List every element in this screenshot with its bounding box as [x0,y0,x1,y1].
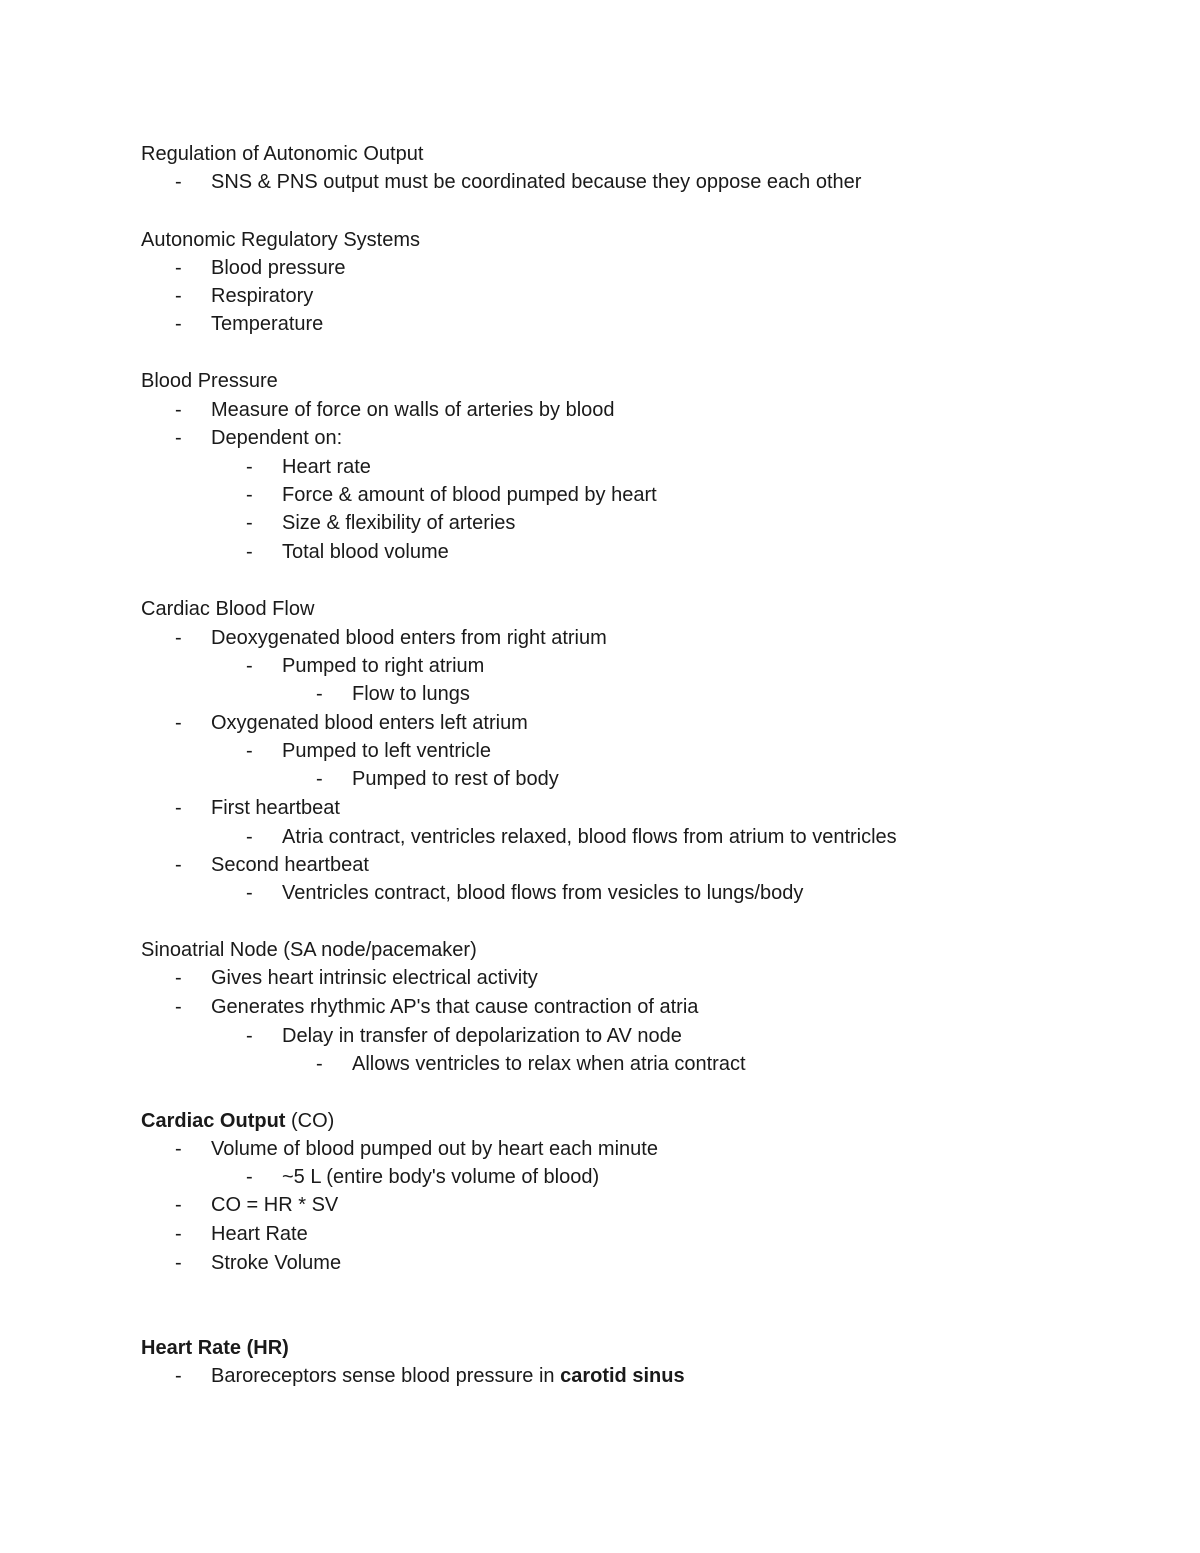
sub-list-item: ~5 L (entire body's volume of blood) [282,1166,600,1188]
list-item: SNS & PNS output must be coordinated because they oppose each other [211,171,862,193]
list-item: Temperature [211,313,324,335]
list-item: Volume of blood pumped out by heart each minute [211,1138,658,1160]
bullet-dash: - [246,484,253,506]
list-item [211,1364,685,1388]
sub-list-item: Atria contract, ventricles relaxed, blood flows from atrium to ventricles [282,826,897,848]
bullet-dash: - [316,1053,323,1075]
list-item: Second heartbeat [211,854,369,876]
section-heading-blood-pressure: Blood Pressure [141,370,278,392]
sub-list-item: Size & flexibility of arteries [282,512,516,534]
heading-suffix-text: (CO) [285,1110,335,1132]
bullet-dash: - [175,627,182,649]
heading-bold-text: Cardiac Output [141,1110,286,1132]
list-item: Generates rhythmic AP's that cause contraction of atria [211,996,699,1018]
bullet-dash: - [246,655,253,677]
sub-sub-list-item: Allows ventricles to relax when atria contract [352,1053,746,1075]
bullet-dash: - [175,285,182,307]
bullet-dash: - [175,399,182,421]
sub-list-item: Force & amount of blood pumped by heart [282,484,657,506]
bullet-dash: - [246,512,253,534]
bullet-dash: - [246,740,253,762]
list-item: Oxygenated blood enters left atrium [211,712,528,734]
section-heading-heart-rate: Heart Rate (HR) [141,1337,289,1359]
list-item: Gives heart intrinsic electrical activity [211,967,538,989]
list-item-text: Baroreceptors sense blood pressure in [211,1365,561,1387]
bullet-dash: - [175,427,182,449]
section-heading-regulation: Regulation of Autonomic Output [141,143,424,165]
bullet-dash: - [175,996,182,1018]
sub-list-item: Pumped to left ventricle [282,740,491,762]
section-heading-cardiac-blood-flow: Cardiac Blood Flow [141,598,315,620]
sub-sub-list-item: Flow to lungs [352,683,470,705]
bullet-dash: - [175,1223,182,1245]
list-item: Dependent on: [211,427,343,449]
section-heading-sa-node: Sinoatrial Node (SA node/pacemaker) [141,939,477,961]
list-item: Blood pressure [211,257,346,279]
list-item: CO = HR * SV [211,1194,339,1216]
list-item: Heart Rate [211,1223,308,1245]
bullet-dash: - [316,683,323,705]
bullet-dash: - [175,257,182,279]
sub-list-item: Pumped to right atrium [282,655,485,677]
sub-list-item: Heart rate [282,456,371,478]
sub-sub-list-item: Pumped to rest of body [352,768,559,790]
bullet-dash: - [246,1025,253,1047]
bullet-dash: - [175,967,182,989]
list-item: First heartbeat [211,797,340,819]
bullet-dash: - [246,541,253,563]
list-item: Stroke Volume [211,1252,342,1274]
bullet-dash: - [246,456,253,478]
bullet-dash: - [175,1365,182,1387]
bullet-dash: - [175,797,182,819]
bullet-dash: - [175,1194,182,1216]
list-item-bold-text: carotid sinus [560,1365,685,1387]
bullet-dash: - [175,313,182,335]
list-item: Measure of force on walls of arteries by blood [211,399,615,421]
list-item: Respiratory [211,285,314,307]
bullet-dash: - [175,171,182,193]
bullet-dash: - [246,1166,253,1188]
section-heading-autonomic-systems: Autonomic Regulatory Systems [141,229,421,251]
bullet-dash: - [175,1138,182,1160]
bullet-dash: - [246,826,253,848]
list-item: Deoxygenated blood enters from right atrium [211,627,607,649]
bullet-dash: - [246,882,253,904]
bullet-dash: - [316,768,323,790]
bullet-dash: - [175,1252,182,1274]
bullet-dash: - [175,854,182,876]
sub-list-item: Ventricles contract, blood flows from vesicles to lungs/body [282,882,804,904]
section-heading-cardiac-output [141,1109,334,1133]
bullet-dash: - [175,712,182,734]
sub-list-item: Delay in transfer of depolarization to AV node [282,1025,682,1047]
sub-list-item: Total blood volume [282,541,449,563]
